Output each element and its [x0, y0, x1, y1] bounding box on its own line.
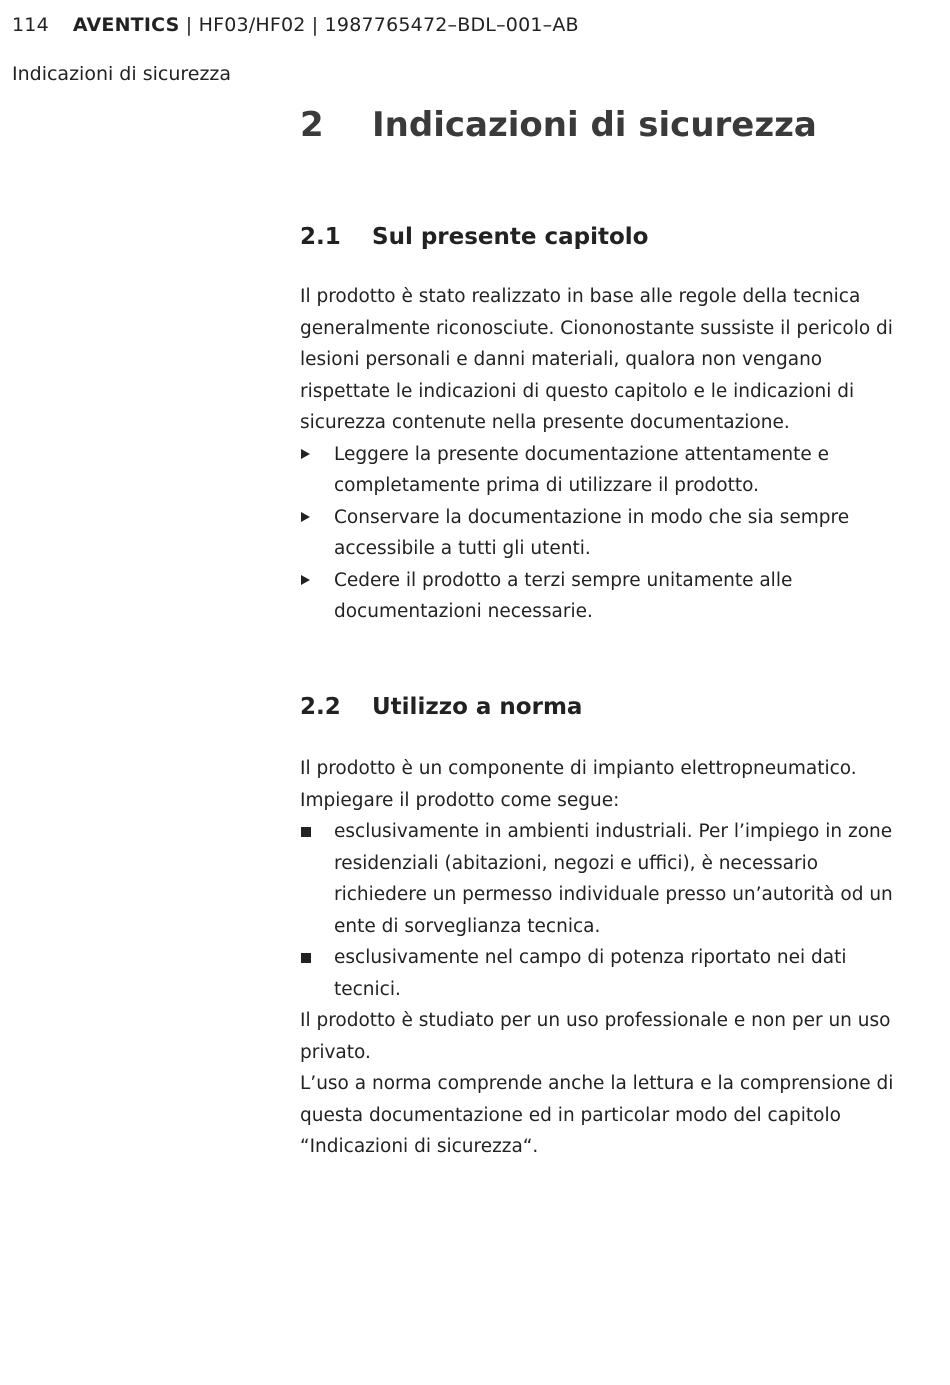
section-2-2-notes — [300, 1005, 900, 1163]
usage-item: esclusivamente nel campo di potenza riportato nei dati tecnici. — [300, 942, 900, 1005]
running-title: Indicazioni di sicurezza — [12, 63, 232, 85]
page-number: 114 — [12, 14, 49, 36]
section-paragraph: Il prodotto è un componente di impianto elettropneumatico. — [300, 758, 857, 779]
section-paragraph: Il prodotto è studiato per un uso professionale e non per un uso privato. — [300, 1010, 891, 1063]
section-heading-2-1 — [300, 221, 648, 253]
section-title: Sul presente capitolo — [372, 224, 649, 250]
instruction-item: Cedere il prodotto a terzi sempre unitamente alle documentazioni necessarie. — [300, 565, 900, 628]
brand-name: AVENTICS — [72, 14, 180, 36]
section-paragraph: Impiegare il prodotto come segue: — [300, 789, 620, 811]
chapter-title: Indicazioni di sicurezza — [372, 105, 817, 145]
section-title: Utilizzo a norma — [372, 694, 583, 720]
section-paragraph: L’uso a norma comprende anche la lettura e la comprensione di questa documentazione ed in particolar modo del capitolo “Indicazioni di sicurezza“. — [300, 1073, 894, 1157]
section-paragraph: Il prodotto è stato realizzato in base alle regole della tecnica generalmente riconosciute. Ciononostante sussiste il pericolo di lesioni personali e danni materiali, qualora non vengano rispettate le indicazioni di questo capitolo e le indicazioni di sicurezza contenute nella presente documentazione. — [300, 286, 893, 433]
section-heading-2-2 — [300, 691, 582, 723]
section-2-1-body — [300, 281, 900, 628]
section-number: 2.1 — [300, 224, 341, 250]
usage-item: esclusivamente in ambienti industriali. Per l’impiego in zone residenziali (abitazioni, negozi e uffici), è necessario richiedere un permesso individuale presso un’autorità od un ente di sorveglianza tecnica. — [300, 816, 900, 942]
instruction-list — [300, 439, 900, 628]
page-header — [12, 12, 579, 38]
chapter-number: 2 — [300, 105, 324, 145]
usage-list — [300, 816, 900, 1005]
chapter-heading — [300, 100, 817, 150]
section-number: 2.2 — [300, 694, 341, 720]
instruction-item: Conservare la documentazione in modo che sia sempre accessibile a tutti gli utenti. — [300, 502, 900, 565]
instruction-item: Leggere la presente documentazione attentamente e completamente prima di utilizzare il prodotto. — [300, 439, 900, 502]
document-reference: | HF03/HF02 | 1987765472–BDL–001–AB — [179, 14, 579, 36]
section-2-2-body — [300, 753, 900, 1005]
